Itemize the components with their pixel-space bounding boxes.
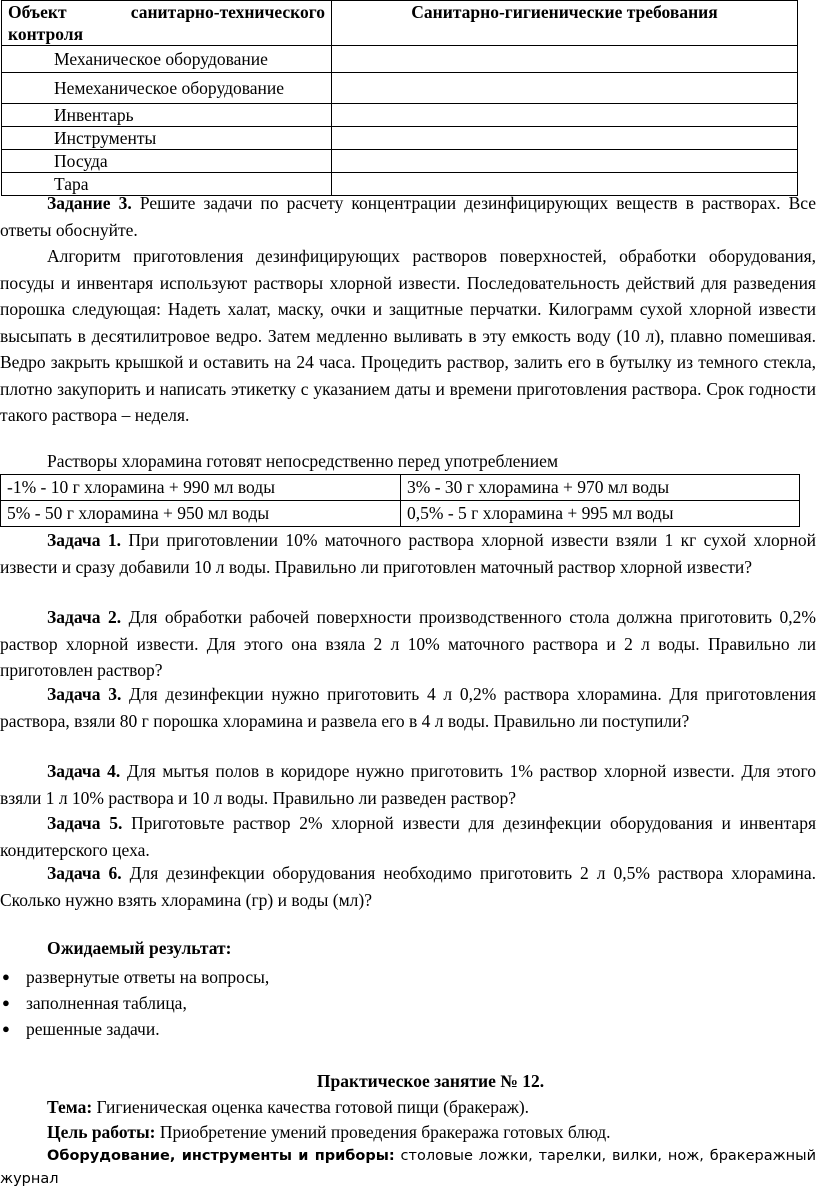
practical-equipment: [0, 1145, 816, 1191]
row-cell-empty[interactable]: [332, 127, 798, 150]
task3-label: Задание 3.: [47, 193, 132, 213]
topic-text: Гигиеническая оценка качества готовой пищи (бракераж).: [92, 1097, 530, 1117]
expected-title: Ожидаемый результат:: [47, 938, 232, 958]
table-row: [2, 127, 798, 150]
problem-5: [0, 810, 816, 863]
goal-label: Цель работы:: [47, 1122, 156, 1142]
table-row: [2, 150, 798, 173]
chloramine-cell: 5% - 50 г хлорамина + 950 мл воды: [1, 501, 401, 527]
table-row: [2, 46, 798, 73]
problem-text: Для обработки рабочей поверхности производственного стола должна приготовить 0,2% раствор хлорной извести. Для этого она взяла 2 л 10% маточного раствора и 2 л воды. Правильно ли приготовлен раствор?: [0, 607, 816, 680]
row-label: Немеханическое оборудование: [2, 73, 332, 104]
problem-text: Для дезинфекции нужно приготовить 4 л 0,2% раствора хлорамина. Для приготовления раствора, взяли 80 г порошка хлорамина и развела его в 4 л воды. Правильно ли поступили?: [0, 684, 816, 731]
practical-topic: [47, 1094, 816, 1121]
problem-text: При приготовлении 10% маточного раствора хлорной извести взяли 1 кг сухой хлорной извести и сразу добавили 10 л воды. Правильно ли приготовлен маточный раствор хлорной извести?: [0, 530, 816, 577]
equipment-text: столовые ложки, тарелки, вилки, нож, бракеражный журнал: [0, 1148, 816, 1187]
problem-label: Задача 6.: [47, 863, 122, 883]
row-cell-empty[interactable]: [332, 150, 798, 173]
problem-label: Задача 2.: [47, 607, 122, 627]
list-item-text: развернутые ответы на вопросы,: [26, 967, 270, 987]
chloramine-table: [0, 474, 800, 527]
row-label: Инвентарь: [2, 104, 332, 127]
equipment-label: Оборудование, инструменты и приборы:: [47, 1148, 395, 1164]
problem-4: [0, 758, 816, 811]
problem-text: Для мытья полов в коридоре нужно приготовить 1% раствор хлорной извести. Для этого взяли 1 л 10% раствора и 10 л воды. Правильно ли разведен раствор?: [0, 761, 816, 808]
problem-text: Для дезинфекции оборудования необходимо приготовить 2 л 0,5% раствора хлорамина. Сколько нужно взять хлорамина (гр) и воды (мл)?: [0, 863, 816, 910]
list-item-text: заполненная таблица,: [26, 993, 187, 1013]
row-label: Тара: [2, 173, 332, 196]
problem-6: [0, 860, 816, 913]
bullet-icon: ●: [2, 995, 10, 1010]
problem-label: Задача 1.: [47, 530, 121, 550]
table-row: [2, 104, 798, 127]
algorithm-paragraph: Алгоритм приготовления дезинфицирующих растворов поверхностей, обработки оборудования, посуды и инвентаря используют растворы хлорной извести. Последовательность действий для разведения порошка следующая: Надеть халат, маску, очки и защитные перчатки. Килограмм сухой хлорной извести высыпать в десятилитровое ведро. Затем медленно выливать в эту емкость воду (10 л), плавно помешивая. Ведро закрыть крышкой и оставить на 24 часа. Процедить раствор, залить его в бутылку из темного стекла, плотно закупорить и написать этикетку с указанием даты и времени приготовления раствора. Срок годности такого раствора – неделя.: [0, 246, 816, 425]
chloramine-intro: Растворы хлорамина готовят непосредственно перед употреблением: [47, 451, 559, 471]
problem-1: [0, 527, 816, 580]
chloramine-cell: 3% - 30 г хлорамина + 970 мл воды: [401, 475, 800, 501]
row-label: Инструменты: [2, 127, 332, 150]
row-label: Механическое оборудование: [2, 46, 332, 73]
sanitary-control-table: [1, 0, 798, 196]
header-object: Объект санитарно-технического контроля: [2, 1, 332, 46]
table-header-row: [2, 1, 798, 46]
problem-3: [0, 681, 816, 734]
topic-label: Тема:: [47, 1097, 93, 1117]
row-label: Посуда: [2, 150, 332, 173]
row-cell-empty[interactable]: [332, 73, 798, 104]
chloramine-cell: 0,5% - 5 г хлорамина + 995 мл воды: [401, 501, 800, 527]
bullet-icon: ●: [2, 969, 10, 984]
practical-goal: [47, 1119, 816, 1146]
table-row: [1, 475, 800, 501]
task3-text: Решите задачи по расчету концентрации дезинфицирующих веществ в растворах. Все ответы обоснуйте.: [0, 193, 816, 240]
header-requirements: Санитарно-гигиенические требования: [332, 1, 798, 46]
table-row: [1, 501, 800, 527]
problem-2: [0, 604, 816, 684]
practical-title: Практическое занятие № 12.: [316, 1071, 545, 1091]
bullet-icon: ●: [2, 1021, 10, 1036]
goal-text: Приобретение умений проведения бракеража готовых блюд.: [155, 1122, 611, 1142]
row-cell-empty[interactable]: [332, 104, 798, 127]
problem-label: Задача 4.: [47, 761, 121, 781]
task3-paragraph: [0, 190, 816, 243]
problem-text: Приготовьте раствор 2% хлорной извести для дезинфекции оборудования и инвентаря кондитерского цеха.: [0, 813, 816, 860]
row-cell-empty[interactable]: [332, 46, 798, 73]
problem-label: Задача 3.: [47, 684, 122, 704]
table-row: [2, 73, 798, 104]
chloramine-cell: -1% - 10 г хлорамина + 990 мл воды: [1, 475, 401, 501]
list-item-text: решенные задачи.: [26, 1019, 160, 1039]
problem-label: Задача 5.: [47, 813, 123, 833]
